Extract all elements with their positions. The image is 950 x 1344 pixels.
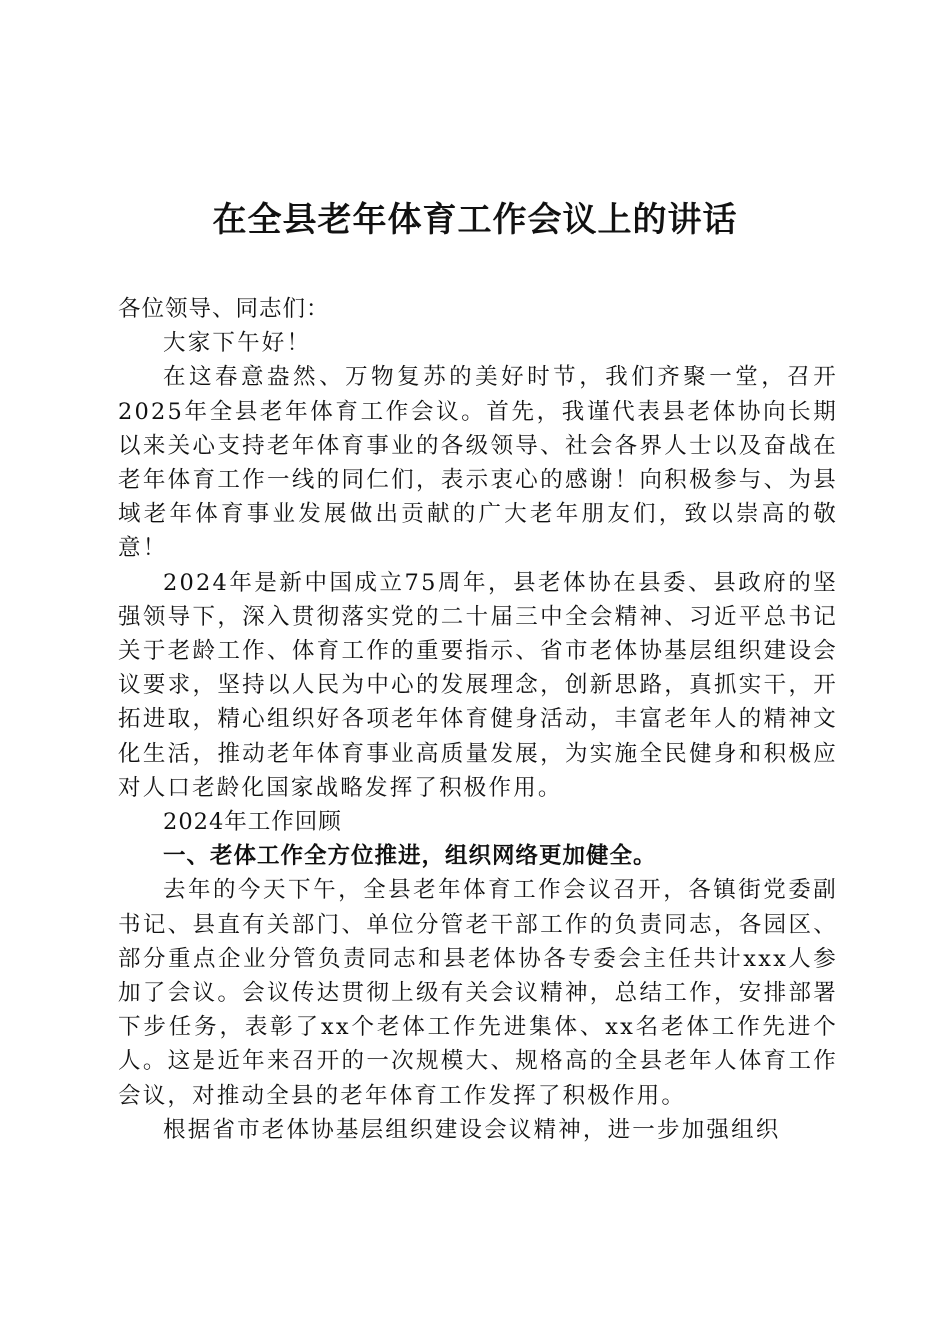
section-title: 2024年工作回顾 — [163, 809, 342, 836]
salutation: 各位领导、同志们： — [118, 296, 330, 322]
paragraph-meeting-review: 去年的今天下午，全县老年体育工作会议召开，各镇街党委副书记、县直有关部门、单位分管老干部工作的负责同志，各园区、部分重点企业分管负责同志和县老体协各专委会主任共计xxx人参加了会议。会议传达贯彻上级有关会议精神，总结工作，安排部署下步任务，表彰了xx个老体工作先进集体、xx名老体工作先进个人。这是近年来召开的一次规模大、规格高的全县老年人体育工作会议，对推动全县的老年体育工作发挥了积极作用。 — [118, 877, 838, 1109]
document-body — [118, 292, 838, 1147]
paragraph-organization: 根据省市老体协基层组织建设会议精神，进一步加强组织 — [163, 1116, 781, 1143]
paragraph-opening: 在这春意盎然、万物复苏的美好时节，我们齐聚一堂，召开2025年全县老年体育工作会议。首先，我谨代表县老体协向长期以来关心支持老年体育事业的各级领导、社会各界人士以及奋战在老年体育工作一线的同仁们，表示衷心的感谢！向积极参与、为县域老年体育事业发展做出贡献的广大老年朋友们，致以崇高的敬意！ — [118, 364, 838, 562]
section-heading-1: 一、老体工作全方位推进，组织网络更加健全。 — [163, 843, 657, 870]
greeting: 大家下午好！ — [163, 330, 312, 357]
paragraph-overview: 2024年是新中国成立75周年，县老体协在县委、县政府的坚强领导下，深入贯彻落实党的二十届三中全会精神、习近平总书记关于老龄工作、体育工作的重要指示、省市老体协基层组织建设会议要求，坚持以人民为中心的发展理念，创新思路，真抓实干，开拓进取，精心组织好各项老年体育健身活动，丰富老年人的精神文化生活，推动老年体育事业高质量发展，为实施全民健身和积极应对人口老龄化国家战略发挥了积极作用。 — [118, 569, 838, 801]
document-title: 在全县老年体育工作会议上的讲话 — [212, 200, 738, 240]
